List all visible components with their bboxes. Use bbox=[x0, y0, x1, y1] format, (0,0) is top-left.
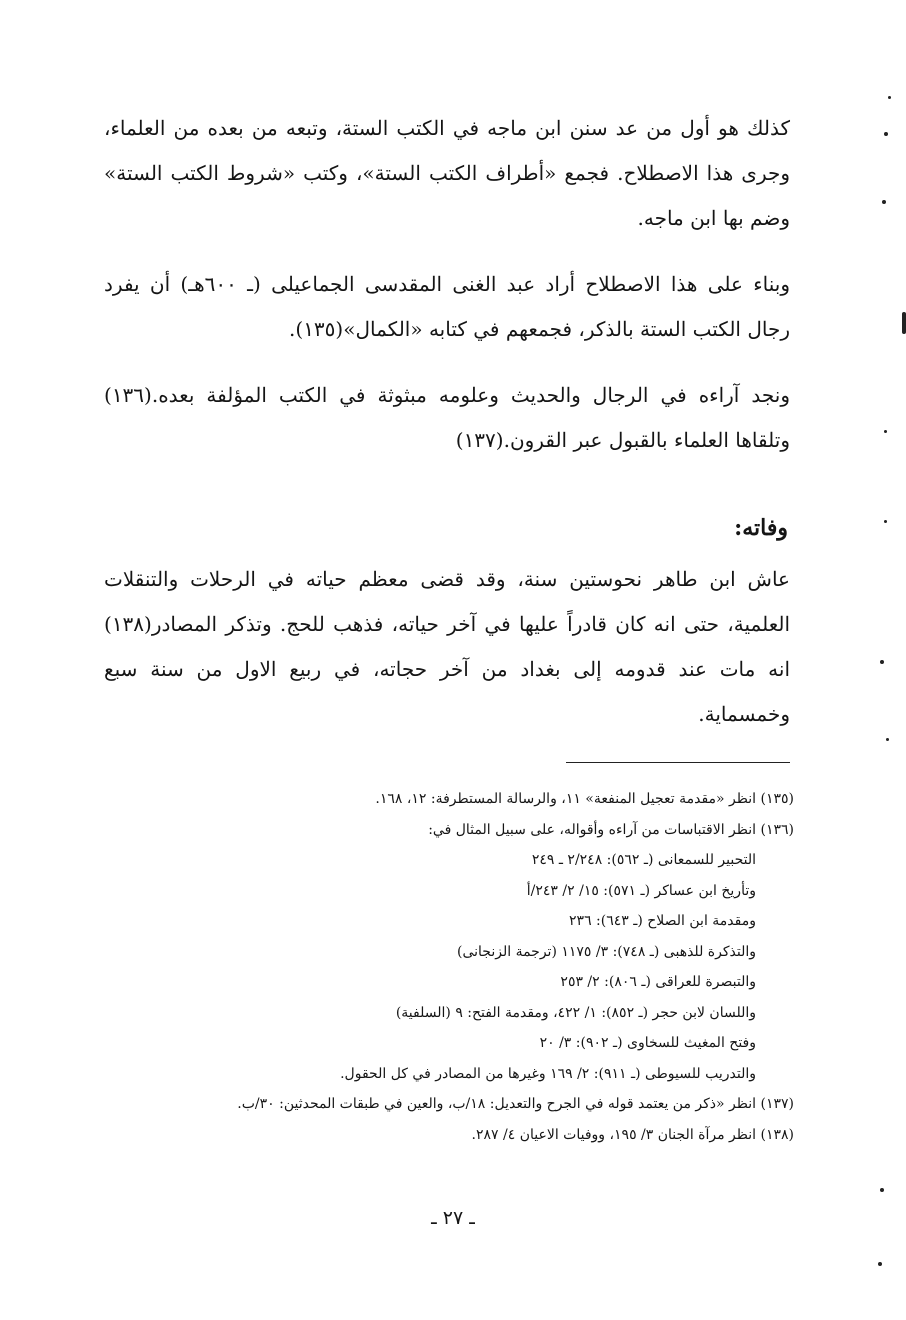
footnote-136-item: واللسان لابن حجر (ـ ٨٥٢): ١/ ٤٢٢، ومقدمة الفتح: ٩ (السلفية) bbox=[395, 1004, 756, 1021]
paragraph-opinions: ونجد آراءه في الرجال والحديث وعلومه مبثوثة في الكتب المؤلفة بعده.(١٣٦) وتلقاها العلماء بالقبول عبر القرون.(١٣٧) bbox=[104, 383, 790, 452]
paragraph-death: عاش ابن طاهر نحوستين سنة، وقد قضى معظم حياته في الرحلات والتنقلات العلمية، حتى انه كان قادراً عليها في آخر حياته، فذهب للحج. وتذكر المصادر(١٣٨) انه مات عند قدومه إلى بغداد من آخر حجاته، في ربيع الاول من سنة سبع وخمسماية. bbox=[104, 567, 790, 726]
scan-speck bbox=[880, 660, 884, 664]
page-number: ـ ٢٧ ـ bbox=[431, 1207, 475, 1229]
section-heading-death: وفاته: bbox=[734, 515, 788, 541]
footnote-136-item: وتأريخ ابن عساكر (ـ ٥٧١): ١٥/ ٢/ ٢٤٣/أ bbox=[526, 882, 756, 899]
scan-speck bbox=[886, 738, 889, 741]
footnote-separator bbox=[566, 762, 790, 763]
scan-speck bbox=[878, 1262, 882, 1266]
paragraph-al-kamal: وبناء على هذا الاصطلاح أراد عبد الغنى المقدسى الجماعيلى (ـ ٦٠٠هـ) أن يفرد رجال الكتب الستة بالذكر، فجمعهم في كتابه «الكمال»(١٣٥). bbox=[104, 272, 790, 341]
footnote-136-item: ومقدمة ابن الصلاح (ـ ٦٤٣): ٢٣٦ bbox=[569, 913, 756, 929]
scan-mark bbox=[902, 312, 906, 334]
scan-speck bbox=[882, 200, 886, 204]
footnote-136-item: وفتح المغيث للسخاوى (ـ ٩٠٢): ٣/ ٢٠ bbox=[539, 1035, 756, 1051]
scan-speck bbox=[888, 96, 891, 99]
footnote-136: (١٣٦) انظر الاقتباسات من آراءه وأقواله، على سبيل المثال في: bbox=[428, 821, 794, 838]
footnote-138: (١٣٨) انظر مرآة الجنان ٣/ ١٩٥، ووفيات الاعيان ٤/ ٢٨٧. bbox=[471, 1126, 794, 1143]
scan-speck bbox=[884, 132, 888, 136]
paragraph-ibn-majah: كذلك هو أول من عد سنن ابن ماجه في الكتب الستة، وتبعه من بعده من العلماء، وجرى هذا الاصطلاح. فجمع «أطراف الكتب الستة»، وكتب «شروط الكتب الستة» وضم بها ابن ماجه. bbox=[104, 116, 790, 230]
scan-speck bbox=[884, 430, 887, 433]
footnote-136-item: والتذكرة للذهبى (ـ ٧٤٨): ٣/ ١١٧٥ (ترجمة الزنجانى) bbox=[457, 943, 756, 960]
scan-speck bbox=[884, 520, 887, 523]
footnote-136-item: والتبصرة للعراقى (ـ ٨٠٦): ٢/ ٢٥٣ bbox=[560, 974, 756, 990]
footnotes bbox=[94, 784, 794, 1150]
footnote-136-item: التحبير للسمعانى (ـ ٥٦٢): ٢/٢٤٨ ـ ٢٤٩ bbox=[531, 852, 756, 868]
scan-speck bbox=[880, 1188, 884, 1192]
footnote-136-item: والتدريب للسيوطى (ـ ٩١١): ٢/ ١٦٩ وغيرها من المصادر في كل الحقول. bbox=[340, 1065, 756, 1082]
footnote-135: (١٣٥) انظر «مقدمة تعجيل المنفعة» ١١، والرسالة المستطرفة: ١٢، ١٦٨. bbox=[375, 791, 794, 807]
footnote-137: (١٣٧) انظر «ذكر من يعتمد قوله في الجرح والتعديل: ١٨/ب، والعين في طبقات المحدثين: ٣٠/ب. bbox=[237, 1096, 794, 1112]
